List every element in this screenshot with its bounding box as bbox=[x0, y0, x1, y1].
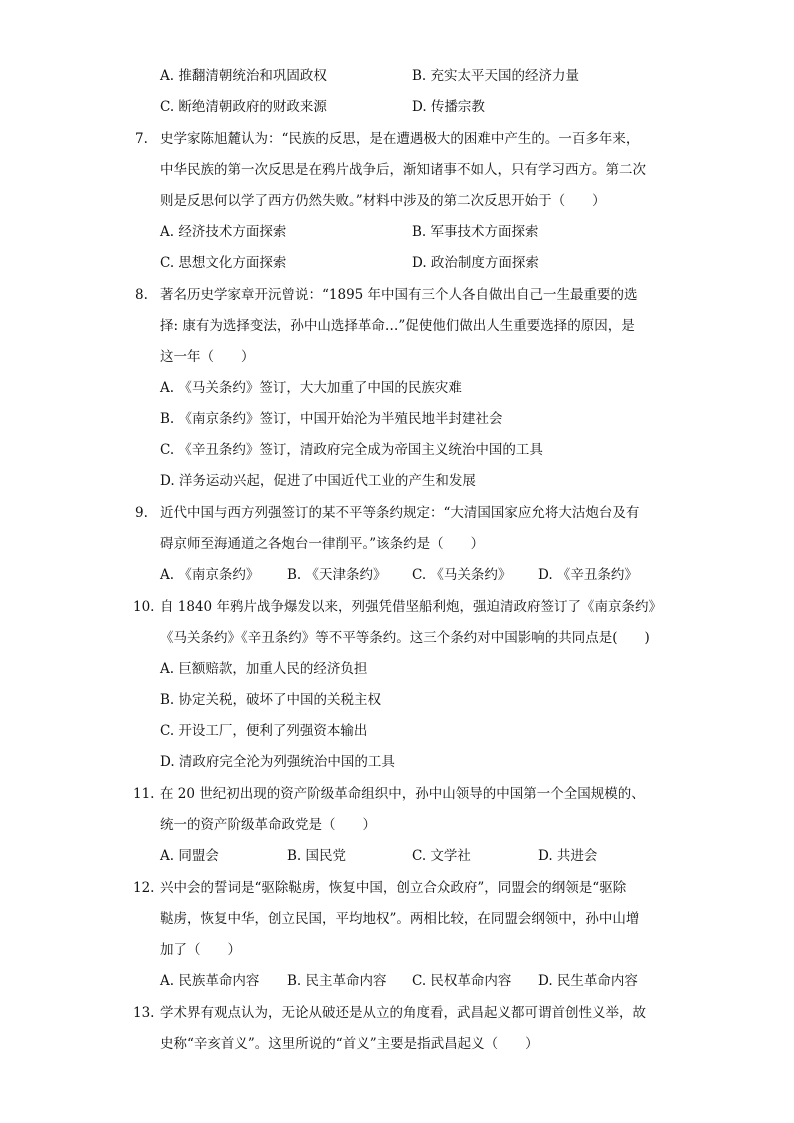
q13-stem-line-1: 学术界有观点认为，无论从破还是从立的角度看，武昌起义都可谓首创性义举，故 bbox=[160, 1005, 646, 1021]
q7-stem-line-2: 中华民族的第一次反思是在鸦片战争后，渐知诸事不如人，只有学习西方。第二次 bbox=[160, 162, 646, 178]
q11-option-d[interactable]: D. 共进会 bbox=[538, 848, 598, 864]
q10-stem-line-1: 自 1840 年鸦片战争爆发以来，列强凭借坚船利炮，强迫清政府签订了《南京条约》 bbox=[160, 599, 662, 615]
q8-stem-line-2: 择: 康有为选择变法，孙中山选择革命…”促使他们做出人生重要选择的原因，是 bbox=[160, 318, 635, 334]
q9-option-c[interactable]: C. 《马关条约》 bbox=[412, 567, 512, 583]
q9-option-b[interactable]: B. 《天津条约》 bbox=[287, 567, 387, 583]
q7-option-c[interactable]: C. 思想文化方面探索 bbox=[160, 255, 287, 271]
q11-stem-line-1: 在 20 世纪初出现的资产阶级革命组织中，孙中山领导的中国第一个全国规模的、 bbox=[160, 786, 645, 802]
q10-stem-line-2: 《马关条约》《辛丑条约》等不平等条约。这三个条约对中国影响的共同点是( ) bbox=[160, 630, 650, 646]
q9-option-a[interactable]: A. 《南京条约》 bbox=[160, 567, 260, 583]
q6-option-c[interactable]: C. 断绝清朝政府的财政来源 bbox=[160, 99, 327, 115]
q9-number: 9. bbox=[135, 505, 148, 521]
q10-option-c[interactable]: C. 开设工厂，便利了列强资本输出 bbox=[160, 723, 368, 739]
q6-option-b[interactable]: B. 充实太平天国的经济力量 bbox=[412, 68, 580, 84]
q12-option-d[interactable]: D. 民生革命内容 bbox=[538, 973, 638, 989]
q7-option-b[interactable]: B. 军事技术方面探索 bbox=[412, 224, 539, 240]
q8-number: 8. bbox=[135, 287, 148, 303]
q12-number: 12. bbox=[133, 880, 155, 896]
q12-option-b[interactable]: B. 民主革命内容 bbox=[287, 973, 387, 989]
q7-stem-line-1: 史学家陈旭麓认为：“民族的反思，是在遭遇极大的困难中产生的。一百多年来， bbox=[160, 131, 640, 147]
q10-option-b[interactable]: B. 协定关税，破坏了中国的关税主权 bbox=[160, 692, 382, 708]
q11-stem-line-2: 统一的资产阶级革命政党是（ ） bbox=[160, 817, 376, 833]
q12-option-a[interactable]: A. 民族革命内容 bbox=[160, 973, 260, 989]
q8-option-d[interactable]: D. 洋务运动兴起，促进了中国近代工业的产生和发展 bbox=[160, 473, 476, 489]
q8-option-c[interactable]: C. 《辛丑条约》签订，清政府完全成为帝国主义统治中国的工具 bbox=[160, 442, 543, 458]
q10-number: 10. bbox=[133, 599, 155, 615]
q11-option-c[interactable]: C. 文学社 bbox=[412, 848, 471, 864]
q6-option-d[interactable]: D. 传播宗教 bbox=[412, 99, 485, 115]
q12-stem-line-3: 加了（ ） bbox=[160, 942, 241, 958]
q9-option-d[interactable]: D. 《辛丑条约》 bbox=[538, 567, 638, 583]
q10-option-d[interactable]: D. 清政府完全沦为列强统治中国的工具 bbox=[160, 754, 395, 770]
q7-option-a[interactable]: A. 经济技术方面探索 bbox=[160, 224, 287, 240]
q7-option-d[interactable]: D. 政治制度方面探索 bbox=[412, 255, 539, 271]
q8-option-b[interactable]: B. 《南京条约》签订，中国开始沦为半殖民地半封建社会 bbox=[160, 411, 503, 427]
q7-stem-line-3: 则是反思何以学了西方仍然失败。”材料中涉及的第二次反思开始于（ ） bbox=[160, 193, 606, 209]
q10-option-a[interactable]: A. 巨额赔款，加重人民的经济负担 bbox=[160, 661, 368, 677]
q11-option-b[interactable]: B. 国民党 bbox=[287, 848, 347, 864]
q7-number: 7. bbox=[135, 131, 148, 147]
q12-option-c[interactable]: C. 民权革命内容 bbox=[412, 973, 512, 989]
q9-stem-line-1: 近代中国与西方列强签订的某不平等条约规定：“大清国国家应允将大沽炮台及有 bbox=[160, 505, 640, 521]
q13-number: 13. bbox=[133, 1005, 155, 1021]
q8-stem-line-1: 著名历史学家章开沅曾说：“1895 年中国有三个人各自做出自己一生最重要的选 bbox=[160, 287, 638, 303]
q12-stem-line-1: 兴中会的誓词是“驱除鞑虏，恢复中国，创立合众政府”，同盟会的纲领是“驱除 bbox=[160, 880, 627, 896]
q8-stem-line-3: 这一年（ ） bbox=[160, 349, 255, 365]
q8-option-a[interactable]: A. 《马关条约》签订，大大加重了中国的民族灾难 bbox=[160, 380, 462, 396]
q13-stem-line-2: 史称“辛亥首义”。这里所说的“首义”主要是指武昌起义（ ） bbox=[160, 1036, 539, 1052]
q12-stem-line-2: 鞑虏，恢复中华，创立民国，平均地权”。两相比较，在同盟会纲领中，孙中山增 bbox=[160, 911, 640, 927]
q11-option-a[interactable]: A. 同盟会 bbox=[160, 848, 219, 864]
q6-option-a[interactable]: A. 推翻清朝统治和巩固政权 bbox=[160, 68, 327, 84]
q11-number: 11. bbox=[133, 786, 155, 802]
q9-stem-line-2: 碍京师至海通道之各炮台一律削平。”该条约是（ ） bbox=[160, 536, 485, 552]
